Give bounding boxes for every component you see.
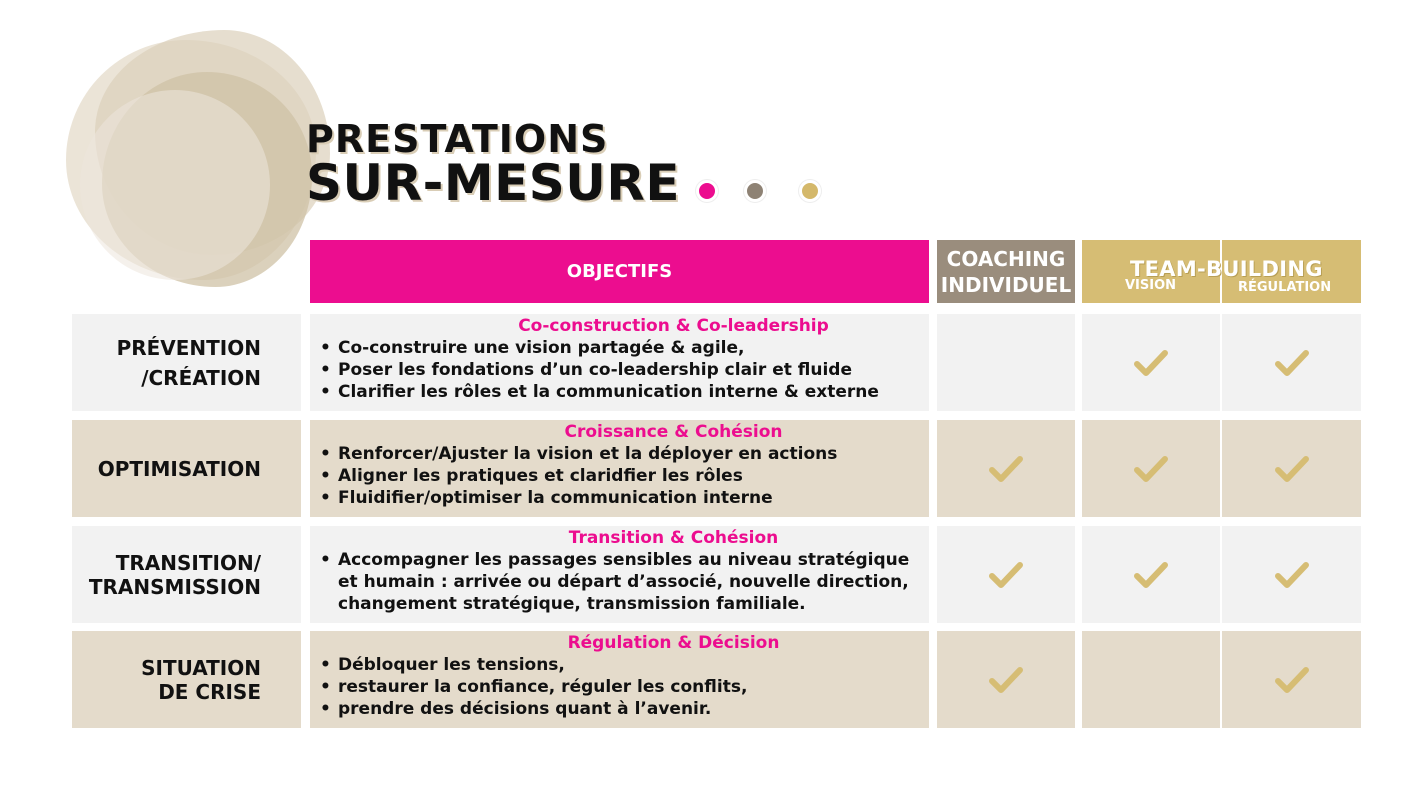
regulation-cell — [1222, 420, 1361, 517]
gold-dot — [799, 180, 821, 202]
header-coaching-line2: INDIVIDUEL — [940, 272, 1072, 297]
pink-dot — [696, 180, 718, 202]
objective-cell — [310, 526, 929, 623]
row-label-line1: SITUATION — [141, 655, 261, 680]
taupe-dot — [744, 180, 766, 202]
regulation-cell — [1222, 526, 1361, 623]
title-line-2: SUR-MESURE — [306, 154, 681, 212]
vision-cell — [1082, 314, 1220, 411]
row-label-crise — [72, 631, 301, 728]
check-icon — [1275, 560, 1309, 590]
vision-cell — [1082, 631, 1220, 728]
objective-heading: Transition & Cohésion — [568, 528, 779, 548]
objective-bullet: • Renforcer/Ajuster la vision et la déployer en actions — [318, 443, 919, 465]
row-label-line1: OPTIMISATION — [97, 456, 261, 481]
objective-bullet: • Poser les fondations d’un co-leadership clair et fluide — [318, 359, 919, 381]
check-icon — [1275, 454, 1309, 484]
check-icon — [1134, 454, 1168, 484]
title-line-1: PRESTATIONS — [306, 117, 609, 161]
row-label-line2: DE CRISE — [158, 679, 261, 704]
header-team-building: TEAM-BUILDING — [1130, 257, 1323, 281]
page-title — [306, 117, 681, 212]
row-label-line1: PRÉVENTION — [116, 335, 261, 360]
check-icon — [1134, 348, 1168, 378]
objective-bullet-continued: changement stratégique, transmission familiale. — [338, 594, 806, 615]
objective-cell — [310, 314, 929, 411]
check-icon — [989, 454, 1023, 484]
objective-cell — [310, 420, 929, 517]
coaching-cell — [937, 314, 1075, 411]
row-label-line2: TRANSMISSION — [88, 574, 261, 599]
vision-cell — [1082, 526, 1220, 623]
header-coaching-individuel — [937, 240, 1075, 303]
coaching-cell — [937, 631, 1075, 728]
vision-cell — [1082, 420, 1220, 517]
objective-bullet: • Co-construire une vision partagée & agile, — [318, 337, 919, 359]
regulation-cell — [1222, 631, 1361, 728]
objective-bullet-continued: et humain : arrivée ou départ d’associé, nouvelle direction, — [338, 572, 909, 593]
objective-heading: Régulation & Décision — [567, 633, 780, 653]
objective-bullet: • Aligner les pratiques et claridfier les rôles — [318, 465, 919, 487]
header-coaching-line1: COACHING — [946, 246, 1066, 271]
objective-heading: Co-construction & Co-leadership — [518, 316, 829, 336]
check-icon — [1134, 560, 1168, 590]
regulation-cell — [1222, 314, 1361, 411]
objective-bullet: • prendre des décisions quant à l’avenir. — [318, 698, 919, 720]
check-icon — [989, 665, 1023, 695]
objective-bullet: • Débloquer les tensions, — [318, 654, 919, 676]
objective-bullet: • Clarifier les rôles et la communication interne & externe — [318, 381, 919, 403]
header-vision-label: VISION — [1125, 278, 1177, 293]
objective-heading: Croissance & Cohésion — [564, 422, 783, 442]
objective-bullet: • restaurer la confiance, réguler les conflits, — [318, 676, 919, 698]
decorative-blob — [80, 90, 270, 280]
header-regulation-label: RÉGULATION — [1238, 280, 1332, 295]
coaching-cell — [937, 420, 1075, 517]
header-objectifs-label: OBJECTIFS — [566, 261, 673, 282]
header-objectifs — [310, 240, 929, 303]
objective-bullet: • Accompagner les passages sensibles au niveau stratégique — [318, 549, 919, 571]
objective-bullet: • Fluidifier/optimiser la communication interne — [318, 487, 919, 509]
check-icon — [989, 560, 1023, 590]
row-label-optimisation — [72, 420, 301, 517]
row-label-prevention — [72, 314, 301, 411]
row-label-line2: /CRÉATION — [141, 365, 261, 390]
objective-cell — [310, 631, 929, 728]
check-icon — [1275, 348, 1309, 378]
row-label-transition — [72, 526, 301, 623]
coaching-cell — [937, 526, 1075, 623]
check-icon — [1275, 665, 1309, 695]
row-label-line1: TRANSITION/ — [115, 550, 261, 575]
